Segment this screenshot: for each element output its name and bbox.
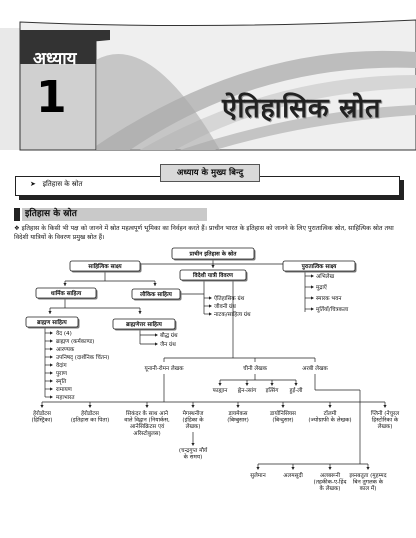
- arrow-head: [211, 265, 214, 268]
- arrow-head: [50, 347, 53, 350]
- archaeological-item: स्मारक भवन: [316, 296, 342, 302]
- arrow-head: [50, 387, 53, 390]
- arrow-head: [153, 283, 156, 286]
- foreign-source-item: जीवनी ग्रंथ: [214, 304, 236, 310]
- arrow-head: [311, 307, 314, 310]
- arab-writer-item: सुलेमान: [250, 473, 266, 479]
- non-brahmin-text-item: जैन ग्रंथ: [160, 342, 176, 348]
- foreign-source-item: ऐतिहासिक ग्रंथ: [214, 296, 245, 302]
- arrow-head: [209, 312, 212, 315]
- brahmin-text-item: वेदांग: [56, 363, 67, 369]
- brahmin-text-item: स्मृति: [56, 379, 67, 385]
- arrow-head: [50, 395, 53, 398]
- arrow-head: [50, 355, 53, 358]
- arrow-head: [294, 383, 297, 386]
- arrow-head: [50, 339, 53, 342]
- brahmin-text-item: रामायण: [56, 387, 72, 393]
- arab-writers: अरबी लेखक: [302, 366, 328, 372]
- arrow-head: [155, 342, 158, 345]
- key-points-heading: अध्याय के मुख्य बिन्दु: [160, 164, 260, 182]
- diamond-bullet-icon: ❖: [14, 225, 20, 232]
- brahmin-literature: ब्राह्मण साहित्य: [37, 320, 67, 327]
- greek-roman-writer-item: हेरोडोटस (हिस्ट्रिका): [31, 411, 53, 424]
- brahmin-text-item: ब्राह्मण (कर्मकाण्ड): [56, 339, 95, 345]
- key-point-item: ➤ इतिहास के स्रोत: [30, 180, 83, 188]
- arrow-head: [63, 283, 66, 286]
- chinese-writer-item: इत्सिंग: [265, 388, 279, 394]
- chapter-title: ऐतिहासिक स्रोत: [222, 93, 381, 124]
- brahmin-text-item: उपनिषद् (दार्शनिक चिंतन): [56, 355, 110, 361]
- greek-roman-writer-item: डायमेकस (बिम्बुसार): [227, 411, 249, 424]
- arrow-head: [218, 383, 221, 386]
- arab-writer-item: अलमसूदी: [283, 473, 303, 479]
- arrow-head: [245, 383, 248, 386]
- arrow-head: [236, 405, 239, 408]
- arrow-head: [328, 405, 331, 408]
- archaeological-item: मुद्राएँ: [316, 285, 327, 291]
- arrow-head: [50, 363, 53, 366]
- section-marker: [14, 208, 20, 221]
- greek-roman-writer-item: डायोनिसियस (बिन्दुसार): [270, 411, 296, 424]
- arrow-head: [328, 467, 331, 470]
- arrow-head: [209, 304, 212, 307]
- brahmin-text-item: आरण्यक: [56, 347, 75, 353]
- arrow-head: [155, 333, 158, 336]
- arrow-head: [191, 443, 194, 446]
- greek-roman-writer-item: प्लिनी (नेचुरल हिस्टोरिका के लेखक): [370, 411, 400, 431]
- arrow-head: [50, 331, 53, 334]
- greek-roman-writers: यूनानी-रोमन लेखक: [144, 366, 184, 372]
- bullet-arrow-icon: ➤: [30, 180, 36, 188]
- foreign-travellers: विदेशी यात्री विवरण: [193, 273, 233, 280]
- arrow-head: [191, 405, 194, 408]
- archaeological-item: मूर्तियाँ/चित्रकला: [316, 307, 349, 313]
- arrow-head: [209, 296, 212, 299]
- non-brahmin-text-item: बौद्ध ग्रंथ: [160, 333, 178, 339]
- brahmin-text-item: महाभारत: [56, 395, 75, 401]
- literary-sources: साहित्यिक साक्ष्य: [88, 264, 122, 271]
- arrow-head: [366, 467, 369, 470]
- foreign-source-item: नाटक/साहित्य ग्रंथ: [214, 312, 251, 318]
- greek-roman-writer-item: टॉलमी (ज्योग्राफी के लेखक): [308, 411, 352, 424]
- archaeological-item: अभिलेख: [316, 274, 335, 280]
- chinese-writer-item: ह्वेन-त्सांग: [237, 388, 257, 394]
- arrow-head: [88, 405, 91, 408]
- chapter-label: अध्याय: [33, 49, 77, 69]
- arrow-head: [311, 285, 314, 288]
- section-heading: इतिहास के स्रोत: [22, 208, 207, 221]
- arab-writer-item: अलबरूनी (तहकीक-ए-हिंद के लेखक): [313, 473, 347, 493]
- arrow-head: [50, 379, 53, 382]
- greek-roman-writer-item: मेगस्थनीज (इंडिका के लेखक): [182, 411, 204, 431]
- arrow-head: [281, 405, 284, 408]
- chapter-number: 1: [36, 72, 67, 123]
- intro-text: इतिहास के किसी भी पक्ष को जानने में स्रोत महत्वपूर्ण भूमिका का निर्वहन करते हैं। प्राचीन भारत के इतिहास को जानने के लिए पुरातात्विक स्रोत, साहित्यिक स्रोत तथा विदेशी यात्रियों के विवरण प्रमुख स्रोत हैं।: [14, 225, 394, 241]
- brahmin-text-item: पुराण: [56, 371, 67, 377]
- greek-roman-writer-item: सिकंदर के साथ आने वाले विद्वान (नियार्कस, आनेसिक्रिटस एवं अरिस्टोबुलस): [124, 411, 170, 437]
- chinese-writer-item: फाह्यान: [212, 388, 228, 394]
- religious-literature: धार्मिक साहित्य: [50, 291, 82, 298]
- arab-writer-item: इब्नबतूता (मुहम्मद बिन तुगलक के काल में): [349, 473, 387, 493]
- arrow-head: [145, 405, 148, 408]
- brahmin-text-item: वेद (4): [56, 331, 72, 337]
- megasthenes-note: (चन्द्रगुप्त मौर्य के समय): [178, 448, 208, 461]
- chinese-writer-item: हुई-ली: [289, 388, 303, 394]
- arrow-head: [138, 311, 141, 314]
- arrow-head: [256, 467, 259, 470]
- arrow-head: [40, 405, 43, 408]
- arrow-head: [311, 274, 314, 277]
- greek-roman-writer-item: हेरोडोटस (इतिहास का पिता): [70, 411, 110, 424]
- non-brahmin-literature: ब्राह्मणेत्तर साहित्य: [126, 322, 162, 329]
- chinese-writers: चीनी लेखक: [243, 366, 267, 372]
- secular-literature: लौकिक साहित्य: [140, 292, 172, 299]
- root-node: प्राचीन इतिहास के स्रोत: [189, 251, 237, 258]
- arrow-head: [48, 311, 51, 314]
- arrow-head: [270, 383, 273, 386]
- arrow-head: [311, 296, 314, 299]
- arrow-head: [383, 405, 386, 408]
- sources-diagram: [0, 240, 416, 538]
- arrow-head: [50, 371, 53, 374]
- arrow-head: [291, 467, 294, 470]
- archaeological-sources: पुरातात्विक साक्ष्य: [301, 264, 337, 271]
